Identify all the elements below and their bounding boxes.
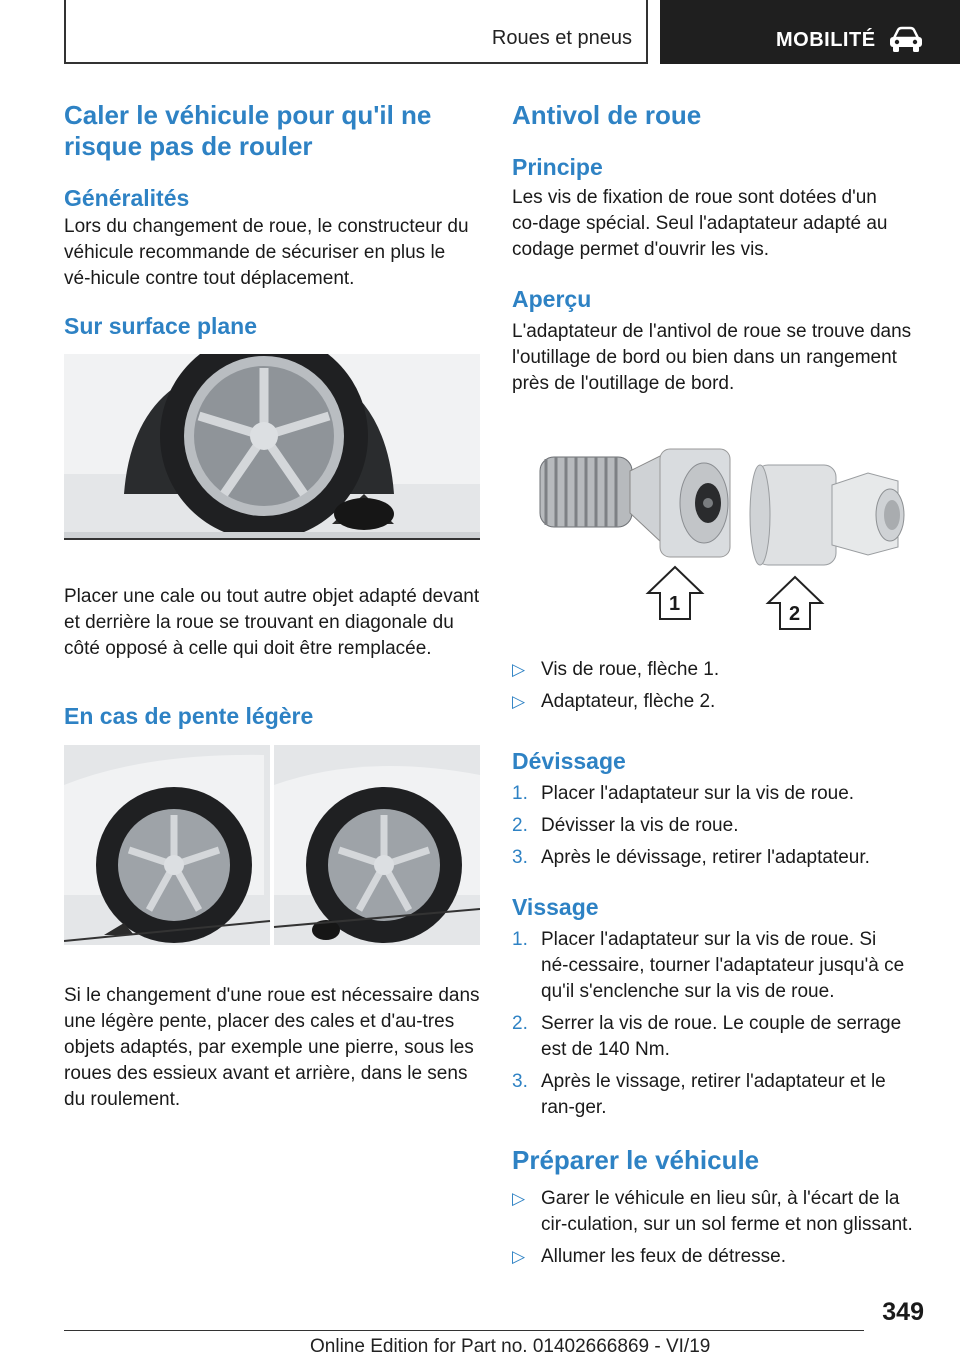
- image-wheel-chocks-slope: [64, 745, 480, 945]
- header-section-box: [64, 0, 648, 64]
- list-item: ▷ Garer le véhicule en lieu sûr, à l'écart de la cir‑culation, sur un sol ferme et non glissant.: [512, 1188, 913, 1235]
- image-lock-bolt-adapter: [512, 435, 928, 631]
- text-pente-legere: Si le changement d'une roue est nécessaire dans une légère pente, placer des cales et d'au‑tres objets adaptés, par exemple une pierre, sous les roues des essieux avant et arrière, dans le sens du roulement.: [64, 985, 480, 1110]
- triangle-bullet-icon: ▷: [512, 692, 526, 711]
- section-title-antivol: Antivol de roue: [512, 100, 702, 130]
- vissage-steps: [512, 927, 928, 1121]
- step-item: 3. Après le dévissage, retirer l'adaptateur.: [512, 847, 870, 868]
- car-icon: [888, 26, 924, 54]
- arrow-1-label: 1: [669, 593, 681, 615]
- devissage-steps: [512, 781, 928, 871]
- apercu-list: [512, 657, 928, 715]
- heading-generalites: Généralités: [64, 185, 190, 211]
- triangle-bullet-icon: ▷: [512, 1189, 526, 1208]
- left-column: [64, 100, 480, 1113]
- list-item: ▷ Vis de roue, flèche 1.: [512, 657, 928, 683]
- footer-edition: Online Edition for Part no. 01402666869 - VI/19: [310, 1336, 711, 1357]
- step-item: 1. Placer l'adaptateur sur la vis de roue. Si né‑cessaire, tourner l'adaptateur jusqu'à ce qu'il s'enclenche sur la vis de roue.: [512, 929, 905, 1002]
- heading-vissage: Vissage: [512, 894, 599, 920]
- step-item: 1. Placer l'adaptateur sur la vis de roue.: [512, 783, 855, 804]
- heading-apercu: Aperçu: [512, 286, 592, 312]
- step-item: 3. Après le vissage, retirer l'adaptateur et le ran‑ger.: [512, 1071, 886, 1118]
- image-wheel-chocks-flat: [64, 354, 480, 540]
- section-title-caler: Caler le véhicule pour qu'il ne risque pas de rouler: [64, 100, 432, 161]
- heading-devissage: Dévissage: [512, 748, 626, 774]
- list-item: ▷ Allumer les feux de détresse.: [512, 1244, 928, 1270]
- header-section-title: Roues et pneus: [491, 27, 632, 49]
- text-principe: Les vis de fixation de roue sont dotées d'un co‑dage spécial. Seul l'adaptateur adapté au codage permet d'ouvrir les vis.: [512, 187, 888, 260]
- step-item: 2. Dévisser la vis de roue.: [512, 815, 739, 836]
- page-header: [64, 0, 960, 64]
- step-item: 2. Serrer la vis de roue. Le couple de serrage est de 140 Nm.: [512, 1013, 902, 1060]
- text-apercu: L'adaptateur de l'antivol de roue se trouve dans l'outillage de bord ou bien dans un rangement près de l'outillage de bord.: [512, 321, 912, 394]
- right-column: [512, 100, 928, 1270]
- section-title-preparer: Préparer le véhicule: [512, 1145, 760, 1175]
- footer-rule: [64, 1330, 864, 1331]
- page-number: 349: [882, 1298, 924, 1326]
- text-surface-plane: Placer une cale ou tout autre objet adapté devant et derrière la roue se trouvant en diagonale du côté opposé à celle qui doit être remplacée.: [64, 586, 480, 659]
- text-generalites: Lors du changement de roue, le constructeur du véhicule recommande de sécuriser en plus le vé‑hicule contre tout déplacement.: [64, 216, 469, 289]
- heading-principe: Principe: [512, 154, 603, 180]
- header-chapter-title: MOBILITÉ: [776, 29, 876, 51]
- heading-pente-legere: En cas de pente légère: [64, 703, 314, 729]
- preparer-list: [512, 1186, 928, 1270]
- triangle-bullet-icon: ▷: [512, 1247, 526, 1266]
- arrow-2-label: 2: [789, 603, 801, 625]
- header-chapter-box: [660, 0, 960, 64]
- heading-surface-plane: Sur surface plane: [64, 313, 258, 339]
- list-item: ▷ Adaptateur, flèche 2.: [512, 689, 928, 715]
- triangle-bullet-icon: ▷: [512, 660, 526, 679]
